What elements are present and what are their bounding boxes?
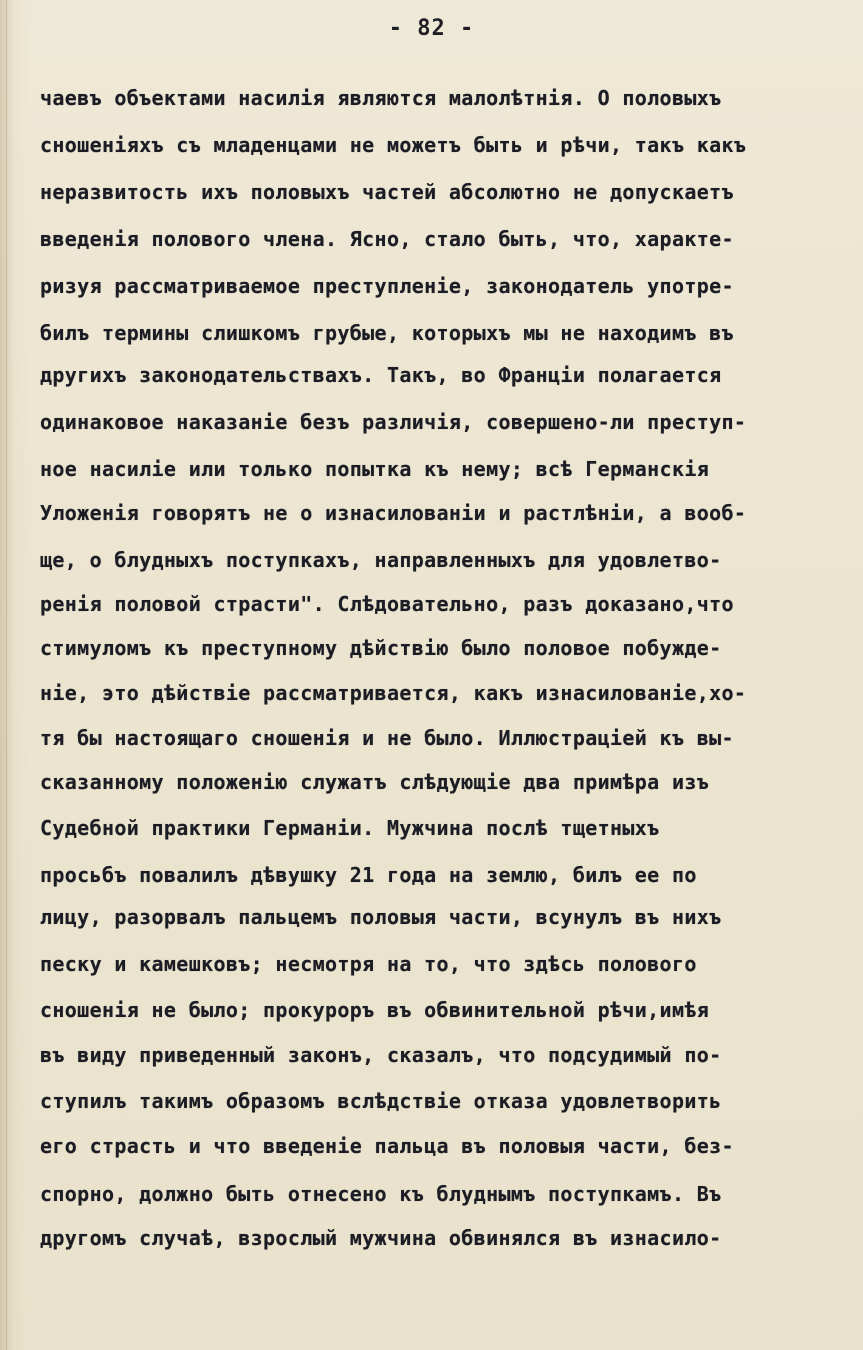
text-line: ное насиліе или только попытка къ нему; всѣ Германскія (40, 457, 710, 481)
page-margin-line (6, 0, 7, 1350)
text-line: другихъ законодательствахъ. Такъ, во Франціи полагается (40, 363, 722, 387)
text-line: чаевъ объектами насилія являются малолѣтнія. О половыхъ (40, 86, 722, 110)
text-line: неразвитость ихъ половыхъ частей абсолютно не допускаетъ (40, 180, 734, 204)
text-line: введенія полового члена. Ясно, стало быть, что, характе- (40, 227, 734, 251)
text-line: лицу, разорвалъ пальцемъ половыя части, всунулъ въ нихъ (40, 905, 722, 929)
text-line: сношенія не было; прокуроръ въ обвинительной рѣчи,имѣя (40, 998, 710, 1022)
text-line: его страсть и что введеніе пальца въ половыя части, без- (40, 1134, 734, 1158)
text-line: ступилъ такимъ образомъ вслѣдствіе отказа удовлетворить (40, 1089, 722, 1113)
text-line: ще, о блудныхъ поступкахъ, направленныхъ для удовлетво- (40, 548, 722, 572)
text-line: сношеніяхъ съ младенцами не можетъ быть и рѣчи, такъ какъ (40, 133, 747, 157)
text-line: стимуломъ къ преступному дѣйствію было половое побужде- (40, 636, 722, 660)
text-line: просьбъ повалилъ дѣвушку 21 года на землю, билъ ее по (40, 863, 697, 887)
text-line: тя бы настоящаго сношенія и не было. Иллюстраціей къ вы- (40, 726, 734, 750)
text-line: одинаковое наказаніе безъ различія, совершено-ли преступ- (40, 410, 747, 434)
text-line: Судебной практики Германіи. Мужчина послѣ тщетныхъ (40, 816, 660, 840)
text-line: спорно, должно быть отнесено къ блуднымъ поступкамъ. Въ (40, 1182, 722, 1206)
text-line: ризуя рассматриваемое преступленіе, законодатель употре- (40, 274, 734, 298)
text-line: ренія половой страсти". Слѣдовательно, разъ доказано,что (40, 592, 734, 616)
text-line: въ виду приведенный законъ, сказалъ, что подсудимый по- (40, 1043, 722, 1067)
text-line: ніе, это дѣйствіе рассматривается, какъ изнасилованіе,хо- (40, 681, 747, 705)
text-line: другомъ случаѣ, взрослый мужчина обвинялся въ изнасило- (40, 1226, 722, 1250)
text-line: сказанному положенію служатъ слѣдующіе два примѣра изъ (40, 770, 710, 794)
page-number: - 82 - (388, 16, 475, 41)
text-line: Уложенія говорятъ не о изнасилованіи и растлѣніи, а вооб- (40, 501, 747, 525)
text-line: билъ термины слишкомъ грубые, которыхъ мы не находимъ въ (40, 321, 734, 345)
text-line: песку и камешковъ; несмотря на то, что здѣсь полового (40, 952, 697, 976)
